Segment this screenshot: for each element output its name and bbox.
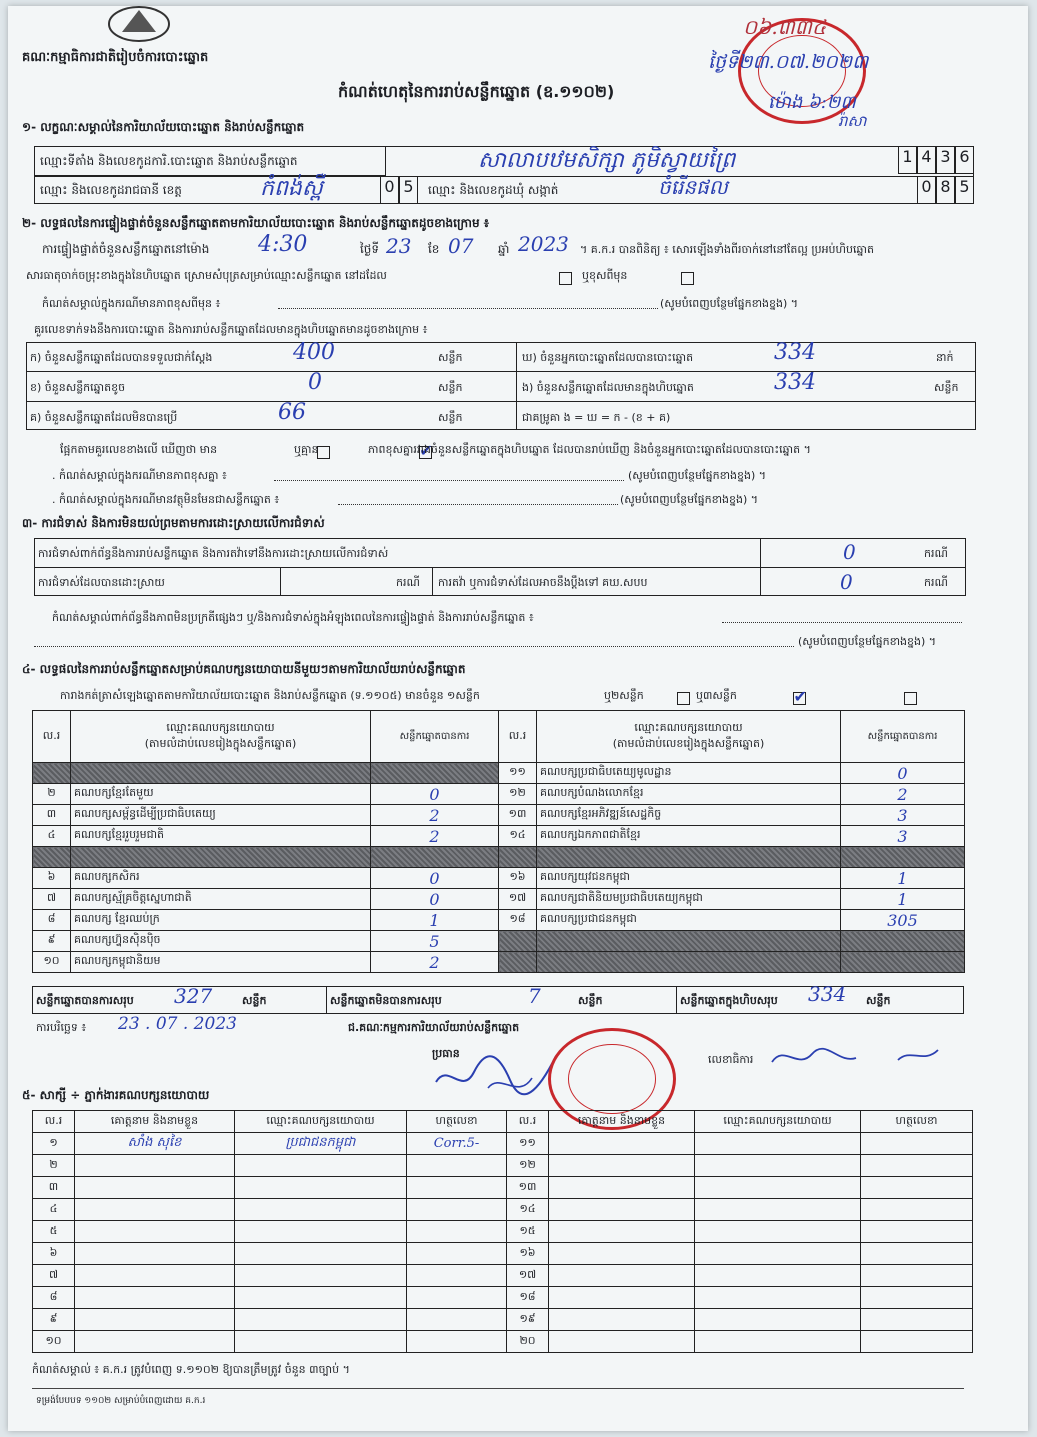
- verify-time-label: ការផ្ទៀងផ្ទាត់ចំនួនសន្លឹកឆ្នោតនៅម៉ោង: [42, 242, 210, 256]
- three-sheet-label: ឬ៣សន្លឹក: [696, 689, 737, 702]
- table-row: [33, 1199, 973, 1221]
- party-results-table: [32, 710, 965, 973]
- chair-signature: [428, 1042, 568, 1102]
- secretary-label: លេខាធិការ: [708, 1053, 754, 1066]
- footer-note: កំណត់សម្គាល់ ៖ គ.ក.រ ត្រូវបំពេញ ទ.១១០២ ឱ្យបានត្រឹមត្រូវ ចំនួន ៣ច្បាប់ ។: [32, 1363, 350, 1376]
- shaded-cell: [537, 931, 841, 952]
- witness-sign: [861, 1133, 973, 1155]
- row-number: ៧: [33, 889, 71, 910]
- section1-heading: ១- លក្ខណៈសម្គាល់នៃការិយាល័យបោះឆ្នោត និងរាប់សន្លឹកឆ្នោត: [22, 120, 305, 134]
- party-name: គណបក្សឯកភាពជាតិខ្មែរ: [537, 826, 841, 847]
- col-party: ឈ្មោះគណបក្សនយោបាយ (តាមលំដាប់លេខរៀងក្នុងសន្លឹកឆ្នោត): [537, 711, 841, 763]
- witness-party: [695, 1331, 861, 1353]
- voters-label: ឃ) ចំនួនអ្នកបោះឆ្នោតដែលបានបោះឆ្នោត: [522, 351, 694, 364]
- witness-name: [75, 1309, 235, 1331]
- verify-time: 4:30: [258, 232, 308, 257]
- diff-note-a: . កំណត់សម្គាល់ក្នុងករណីមានភាពខុសគ្នា ៖: [52, 469, 227, 482]
- table-row: [33, 1221, 973, 1243]
- row-number: ៩: [33, 931, 71, 952]
- col-valid: សន្លឹកឆ្នោតបានការ: [371, 711, 499, 763]
- table-row: [33, 1243, 973, 1265]
- row-number: ១០: [33, 952, 71, 973]
- diff-note-b: . កំណត់សម្គាល់ក្នុងករណីមានវត្ថុមិនមែនជាសន្លឹកឆ្នោត ៖: [52, 493, 280, 506]
- row-number: ៩: [33, 1309, 75, 1331]
- diff-note-suffix: (សូមបំពេញបន្ថែមផ្នែកខាងខ្នង) ។: [660, 297, 799, 310]
- shaded-cell: [33, 763, 71, 784]
- shaded-cell: [841, 847, 965, 868]
- unit: សន្លឹក: [438, 411, 463, 424]
- form-title: កំណត់ហេតុនៃការរាប់សន្លឹកឆ្នោត (ឧ.១១០២): [338, 82, 615, 101]
- table-row: [33, 910, 965, 931]
- witness-party: ប្រជាជនកម្ពុជា: [235, 1133, 407, 1155]
- witness-sign: [861, 1265, 973, 1287]
- witness-party: [695, 1287, 861, 1309]
- col-name: គោត្តនាម និងនាមខ្លួន: [549, 1111, 695, 1133]
- row-number: ៣: [33, 805, 71, 826]
- voters-value: 334: [774, 340, 816, 365]
- witness-name: [549, 1331, 695, 1353]
- table-row: [33, 1265, 973, 1287]
- col-party: ឈ្មោះគណបក្សនយោបាយ: [695, 1111, 861, 1133]
- has-diff-checkbox[interactable]: [317, 446, 330, 459]
- row-number: ៦: [33, 868, 71, 889]
- formula: ជាគម្រូគា ង = ឃ = ក - (ខ + គ): [522, 411, 671, 424]
- witness-party: [695, 1265, 861, 1287]
- witness-name: [549, 1199, 695, 1221]
- witness-party: [235, 1155, 407, 1177]
- witness-party: [235, 1177, 407, 1199]
- witness-name: [549, 1133, 695, 1155]
- witness-party: [695, 1155, 861, 1177]
- party-name: គណបក្សខ្មែរតែមួយ: [71, 784, 371, 805]
- stamp-note-1: ០៦.៣៣៤: [743, 15, 827, 39]
- three-sheet-checkbox[interactable]: [904, 692, 917, 705]
- shaded-cell: [841, 952, 965, 973]
- party-votes: 3: [841, 826, 965, 847]
- date-value: 23 . 07 . 2023: [118, 1014, 237, 1034]
- row-number: ១៤: [507, 1199, 549, 1221]
- objection-value: 0: [843, 540, 856, 564]
- verify-month: 07: [448, 234, 474, 258]
- table-row: [33, 1133, 973, 1155]
- case-unit: ករណី: [396, 576, 420, 589]
- witness-name: [549, 1265, 695, 1287]
- total-in-box-label: សន្លឹកឆ្នោតក្នុងហិបសរុប: [680, 994, 778, 1007]
- verify-line2: សារធាតុចាក់ចម្រុះខាងក្នុងនៃហិបឆ្នោត ស្រោមសំបុត្រសម្រាប់ឈ្មោះសន្លឹកឆ្នោត នៅដដែល: [26, 269, 387, 282]
- party-name: គណបក្សប្រជាធិបតេយ្យមូលដ្ឋាន: [537, 763, 841, 784]
- unused-label: គ) ចំនួនសន្លឹកឆ្នោតដែលមិនបានប្រើ: [30, 411, 178, 424]
- spoiled-label: ខ) ចំនួនសន្លឹកឆ្នោតខូច: [30, 381, 126, 394]
- party-votes: 0: [841, 763, 965, 784]
- total-valid-label: សន្លឹកឆ្នោតបានការសរុប: [36, 994, 134, 1007]
- shaded-cell: [499, 847, 537, 868]
- row-number: ១១: [507, 1133, 549, 1155]
- different-checkbox[interactable]: [681, 272, 694, 285]
- witness-name: [549, 1221, 695, 1243]
- row-number: ១៣: [507, 1177, 549, 1199]
- commune-label: ឈ្មោះ និងលេខកូដឃុំ សង្កាត់: [428, 183, 559, 197]
- witness-sign: [407, 1331, 507, 1353]
- witness-sign: [861, 1243, 973, 1265]
- province-label: ឈ្មោះ និងលេខកូដរាជធានី ខេត្ត: [40, 183, 182, 197]
- shaded-cell: [71, 847, 371, 868]
- party-votes: 5: [371, 931, 499, 952]
- witness-sign: [407, 1287, 507, 1309]
- table-row: [33, 847, 965, 868]
- location-value: សាលាបឋមសិក្សា ភូមិស្វាយព្រៃ: [478, 148, 736, 173]
- shaded-cell: [499, 952, 537, 973]
- witness-rows: [33, 1133, 973, 1353]
- day-label: ថ្ងៃទី: [360, 242, 380, 256]
- stamp-note-3: ម៉ោង ៦:២៣: [768, 92, 856, 113]
- party-name: គណបក្សហ្វ៊ុនស៊ិនប៉ិច: [71, 931, 371, 952]
- witness-name: សាំង សុខៃ: [75, 1133, 235, 1155]
- row-number: ១៦: [507, 1243, 549, 1265]
- witness-sign: [407, 1243, 507, 1265]
- stamp-note-2: ថ្ងៃទី២៣.០៧.២០២៣: [708, 51, 869, 73]
- verify-day: 23: [386, 234, 412, 258]
- section4-heading: ៤- លទ្ធផលនៃការរាប់សន្លឹកឆ្នោតសម្រាប់គណបក្សនយោបាយនីមួយៗតាមការិយាល័យរាប់សន្លឹកឆ្នោត: [22, 662, 466, 676]
- witness-party: [235, 1331, 407, 1353]
- party-votes: 3: [841, 805, 965, 826]
- witness-party: [695, 1243, 861, 1265]
- resolved-label: ការជំទាស់ដែលបានដោះស្រាយ: [38, 576, 165, 589]
- row-number: ៨: [33, 1287, 75, 1309]
- case-unit: ករណី: [924, 547, 948, 560]
- diff-check-label: ផ្អែកតាមគួរលេខខាងលើ ឃើញថា មាន: [60, 443, 218, 456]
- secretary-signature: [768, 1040, 948, 1074]
- row-number: ៤: [33, 826, 71, 847]
- table-row: [33, 826, 965, 847]
- table-row: [33, 952, 965, 973]
- case-unit: ករណី: [924, 576, 948, 589]
- witness-sign: [861, 1309, 973, 1331]
- stamp-note-4: រ៉ាសា: [838, 112, 867, 130]
- note-suffix: (សូមបំពេញបន្ថែមផ្នែកខាងខ្នង) ។: [628, 469, 767, 482]
- row-number: ៤: [33, 1199, 75, 1221]
- table-row: [33, 1309, 973, 1331]
- received-value: 400: [293, 340, 335, 365]
- shaded-cell: [371, 847, 499, 868]
- diff-check-text: ភាពខុសគ្នារវាងចំនួនសន្លឹកឆ្នោតក្នុងហិបឆ្នោត ដែលបានរាប់ឃើញ និងចំនួនអ្នកបោះឆ្នោតដែលបានបោះឆ្នោត ។: [368, 443, 811, 456]
- witness-name: [75, 1199, 235, 1221]
- witness-party: [235, 1265, 407, 1287]
- chair-label: ប្រធាន: [432, 1047, 460, 1060]
- witness-name: [549, 1243, 695, 1265]
- party-name: គណបក្សសម្ព័ន្ធដើម្បីប្រជាធិបតេយ្យ: [71, 805, 371, 826]
- party-votes: 1: [371, 910, 499, 931]
- row-number: ១៣: [499, 805, 537, 826]
- party-name: គណបក្សជាតិនិយមប្រជាធិបតេយ្យកម្ពុជា: [537, 889, 841, 910]
- total-invalid-label: សន្លឹកឆ្នោតមិនបានការសរុប: [330, 994, 442, 1007]
- party-votes: 1: [841, 868, 965, 889]
- month-label: ខែ: [428, 242, 440, 256]
- party-name: គណបក្សកម្ពុជានិយម: [71, 952, 371, 973]
- row-number: ៦: [33, 1243, 75, 1265]
- party-votes: 1: [841, 889, 965, 910]
- witness-sign: [861, 1331, 973, 1353]
- section2-heading: ២- លទ្ធផលនៃការផ្ទៀងផ្ទាត់ចំនួនសន្លឹកឆ្នោតតាមការិយាល័យបោះឆ្នោត និងរាប់សន្លឹកឆ្នោតដូចខាងក្រោម ៖: [22, 216, 490, 230]
- shaded-cell: [499, 931, 537, 952]
- objection-label: ការជំទាស់ពាក់ព័ន្ធនឹងការរាប់សន្លឹកឆ្នោត និងការតវ៉ាទៅនឹងការដោះស្រាយលើការជំទាស់: [38, 547, 389, 560]
- party-name: គណបក្សប្រជាជនកម្ពុជា: [537, 910, 841, 931]
- row-number: ៣: [33, 1177, 75, 1199]
- witness-sign: [407, 1309, 507, 1331]
- row-number: ១៦: [499, 868, 537, 889]
- note-suffix: (សូមបំពេញបន្ថែមផ្នែកខាងខ្នង) ។: [620, 493, 759, 506]
- witness-sign: [861, 1287, 973, 1309]
- diff-note-label: កំណត់សម្គាល់ក្នុងករណីមានភាពខុសពីមុន ៖: [42, 297, 221, 310]
- party-votes: 0: [371, 784, 499, 805]
- unused-value: 66: [278, 400, 306, 425]
- witness-party: [235, 1243, 407, 1265]
- table-row: [33, 889, 965, 910]
- col-party: ឈ្មោះគណបក្សនយោបាយ (តាមលំដាប់លេខរៀងក្នុងសន្លឹកឆ្នោត): [71, 711, 371, 763]
- row-number: ១៩: [507, 1309, 549, 1331]
- party-name: គណបក្សយុវជនកម្ពុជា: [537, 868, 841, 889]
- col-sign: ហត្ថលេខា: [407, 1111, 507, 1133]
- party-votes: 2: [371, 805, 499, 826]
- unit: សន្លឹក: [866, 994, 891, 1007]
- col-name: គោត្តនាម និងនាមខ្លួន: [75, 1111, 235, 1133]
- witness-name: [75, 1155, 235, 1177]
- witness-party: [695, 1177, 861, 1199]
- bottom-ref: ទម្រង់បែបបទ ១១០២ សម្រាប់បំពេញដោយ គ.ក.រ: [36, 1396, 206, 1406]
- row-number: ១២: [499, 784, 537, 805]
- row-number: ១០: [33, 1331, 75, 1353]
- different-label: ឬខុសពីមុន: [582, 269, 628, 282]
- witness-sign: [407, 1155, 507, 1177]
- row-number: ១២: [507, 1155, 549, 1177]
- col-no: ល.រ: [507, 1111, 549, 1133]
- party-name: គណបក្សបំណងលោកខ្មែរ: [537, 784, 841, 805]
- witness-sign: Corr.5-: [407, 1133, 507, 1155]
- shaded-cell: [537, 847, 841, 868]
- emblem-icon: [104, 4, 174, 44]
- two-sheet-label: ឬ២សន្លឹក: [604, 689, 644, 702]
- spoiled-value: 0: [308, 370, 322, 395]
- table-row: [33, 1331, 973, 1353]
- sheet-count-label: ការាងកត់ត្រាសំឡេងឆ្នោតតាមការិយាល័យបោះឆ្នោត និងរាប់សន្លឹកឆ្នោត (ទ.១១០៥) មានចំនួន ១សន្លឹក: [60, 689, 480, 702]
- unit: សន្លឹក: [578, 994, 603, 1007]
- row-number: ៥: [33, 1221, 75, 1243]
- col-party: ឈ្មោះគណបក្សនយោបាយ: [235, 1111, 407, 1133]
- witness-name: [549, 1287, 695, 1309]
- party-name: គណបក្សកសិករ: [71, 868, 371, 889]
- no-diff-label: ឬគ្មាន: [294, 443, 319, 456]
- table-row: [33, 784, 965, 805]
- row-number: ១៨: [499, 910, 537, 931]
- witness-name: [75, 1177, 235, 1199]
- irregularity-note: កំណត់សម្គាល់ពាក់ព័ន្ធនឹងភាពមិនប្រក្រតីផ្សេងៗ ឬ/និងការជំទាស់ក្នុងអំឡុងពេលនៃការផ្ទៀងផ្ទាត់ និងការរាប់សន្លឹកឆ្នោត ៖: [52, 611, 534, 624]
- witness-name: [75, 1221, 235, 1243]
- party-votes: 2: [371, 952, 499, 973]
- date-label: ការបរិច្ឆេទ ៖: [36, 1021, 87, 1034]
- witness-name: [549, 1155, 695, 1177]
- col-valid: សន្លឹកឆ្នោតបានការ: [841, 711, 965, 763]
- row-number: ១៧: [507, 1265, 549, 1287]
- section5-heading: ៥- សាក្សី ÷ ភ្នាក់ងារគណបក្សនយោបាយ: [22, 1088, 210, 1102]
- witness-table: [32, 1110, 973, 1353]
- party-name: គណបក្សស្ម័គ្រចិត្តស្នេហាជាតិ: [71, 889, 371, 910]
- col-no: ល.រ: [499, 711, 537, 763]
- witness-sign: [407, 1221, 507, 1243]
- row-number: ១៨: [507, 1287, 549, 1309]
- row-number: ៧: [33, 1265, 75, 1287]
- row-number: ១: [33, 1133, 75, 1155]
- row-number: ២០: [507, 1331, 549, 1353]
- total-valid: 327: [174, 984, 213, 1008]
- location-code: 1 4 3 6: [898, 146, 974, 174]
- witness-sign: [861, 1155, 973, 1177]
- witness-sign: [407, 1177, 507, 1199]
- table-row: [33, 1287, 973, 1309]
- party-votes: 2: [841, 784, 965, 805]
- committee-label: ជ.គណៈកម្មការការិយាល័យរាប់សន្លឹកឆ្នោត: [348, 1021, 520, 1034]
- row-number: ៨: [33, 910, 71, 931]
- total-invalid: 7: [528, 984, 541, 1008]
- witness-sign: [861, 1177, 973, 1199]
- unit: សន្លឹក: [438, 351, 463, 364]
- irregularity-suffix: (សូមបំពេញបន្ថែមផ្នែកខាងខ្នង) ។: [798, 635, 937, 648]
- shaded-cell: [841, 931, 965, 952]
- row-number: ១៧: [499, 889, 537, 910]
- table-row: [33, 805, 965, 826]
- in-box-value: 334: [774, 370, 816, 395]
- table-row: [33, 1177, 973, 1199]
- in-box-label: ង) ចំនួនសន្លឹកឆ្នោតដែលមានក្នុងហិបឆ្នោត: [522, 381, 694, 394]
- province-code: 0 5: [380, 176, 418, 204]
- shaded-cell: [33, 847, 71, 868]
- witness-party: [235, 1309, 407, 1331]
- shaded-cell: [537, 952, 841, 973]
- commune-value: ចំរើនផល: [658, 175, 728, 199]
- table-row: [33, 1155, 973, 1177]
- witness-name: [75, 1243, 235, 1265]
- party-name: គណបក្ស ខ្មែរឈប់ក្រ: [71, 910, 371, 931]
- province-value: កំពង់ស្ពឺ: [260, 176, 323, 201]
- col-sign: ហត្ថលេខា: [861, 1111, 973, 1133]
- witness-party: [235, 1287, 407, 1309]
- row-number: ១៥: [507, 1221, 549, 1243]
- shaded-cell: [71, 763, 371, 784]
- unit: សន្លឹក: [438, 381, 463, 394]
- witness-party: [695, 1309, 861, 1331]
- row-number: ២: [33, 1155, 75, 1177]
- table-row: [33, 763, 965, 784]
- party-votes: 0: [371, 889, 499, 910]
- witness-name: [75, 1287, 235, 1309]
- counts-intro: គួរលេខទាក់ទងនឹងការបោះឆ្នោត និងការរាប់សន្លឹកឆ្នោតដែលមានក្នុងហិបឆ្នោតមានដូចខាងក្រោម ៖: [34, 323, 428, 336]
- table-row: [33, 931, 965, 952]
- party-name: គណបក្សខ្មែររួបរួមជាតិ: [71, 826, 371, 847]
- unit: សន្លឹក: [242, 994, 267, 1007]
- received-label: ក) ចំនួនសន្លឹកឆ្នោតដែលបានទទួលជាក់ស្តែង: [30, 351, 213, 364]
- people-unit: នាក់: [936, 351, 954, 364]
- same-checkbox[interactable]: [559, 272, 572, 285]
- party-votes: 2: [371, 826, 499, 847]
- table-row: [33, 868, 965, 889]
- commune-code: 0 8 5: [917, 176, 974, 204]
- one-sheet-checkbox[interactable]: [677, 692, 690, 705]
- section3-heading: ៣- ការជំទាស់ និងការមិនយល់ព្រមតាមការដោះស្រាយលើការជំទាស់: [22, 516, 325, 530]
- witness-name: [75, 1265, 235, 1287]
- witness-party: [235, 1221, 407, 1243]
- party-rows: [33, 763, 965, 973]
- two-sheet-checkbox[interactable]: [793, 692, 806, 705]
- year-label: ឆ្នាំ: [498, 242, 510, 256]
- verify-line1b: ។ គ.ក.រ បានពិនិត្យ ៖ សោរឡើងទាំងពីរចាក់នៅនៅតែល្អ ប្រអប់ហិបឆ្នោត: [580, 243, 874, 256]
- org-name: គណៈកម្មាធិការជាតិរៀបចំការបោះឆ្នោត: [22, 50, 209, 65]
- witness-sign: [861, 1221, 973, 1243]
- col-no: ល.រ: [33, 711, 71, 763]
- witness-name: [75, 1331, 235, 1353]
- party-votes: 0: [371, 868, 499, 889]
- shaded-cell: [371, 763, 499, 784]
- unit: សន្លឹក: [934, 381, 959, 394]
- witness-name: [549, 1177, 695, 1199]
- witness-sign: [407, 1265, 507, 1287]
- witness-party: [235, 1199, 407, 1221]
- verify-year: 2023: [518, 232, 569, 256]
- party-name: គណបក្សខ្មែរអភិវឌ្ឍន៍សេដ្ឋកិច្ច: [537, 805, 841, 826]
- col-no: ល.រ: [33, 1111, 75, 1133]
- witness-party: [695, 1199, 861, 1221]
- row-number: ១១: [499, 763, 537, 784]
- witness-party: [695, 1133, 861, 1155]
- location-label: ឈ្មោះទីតាំង និងលេខកូដការិ.បោះឆ្នោត និងរាប់សន្លឹកឆ្នោត: [40, 154, 298, 168]
- form-paper: [8, 6, 1028, 1431]
- party-votes: 305: [841, 910, 965, 931]
- total-in-box: 334: [808, 982, 847, 1006]
- witness-party: [695, 1221, 861, 1243]
- row-number: ១៤: [499, 826, 537, 847]
- witness-sign: [407, 1199, 507, 1221]
- row-number: ២: [33, 784, 71, 805]
- appeal-label: ការតវ៉ា ឬការជំទាស់ដែលអាចនឹងប្តឹងទៅ គឃ.សបប: [438, 576, 648, 589]
- witness-sign: [861, 1199, 973, 1221]
- appeal-value: 0: [840, 570, 853, 594]
- witness-name: [549, 1309, 695, 1331]
